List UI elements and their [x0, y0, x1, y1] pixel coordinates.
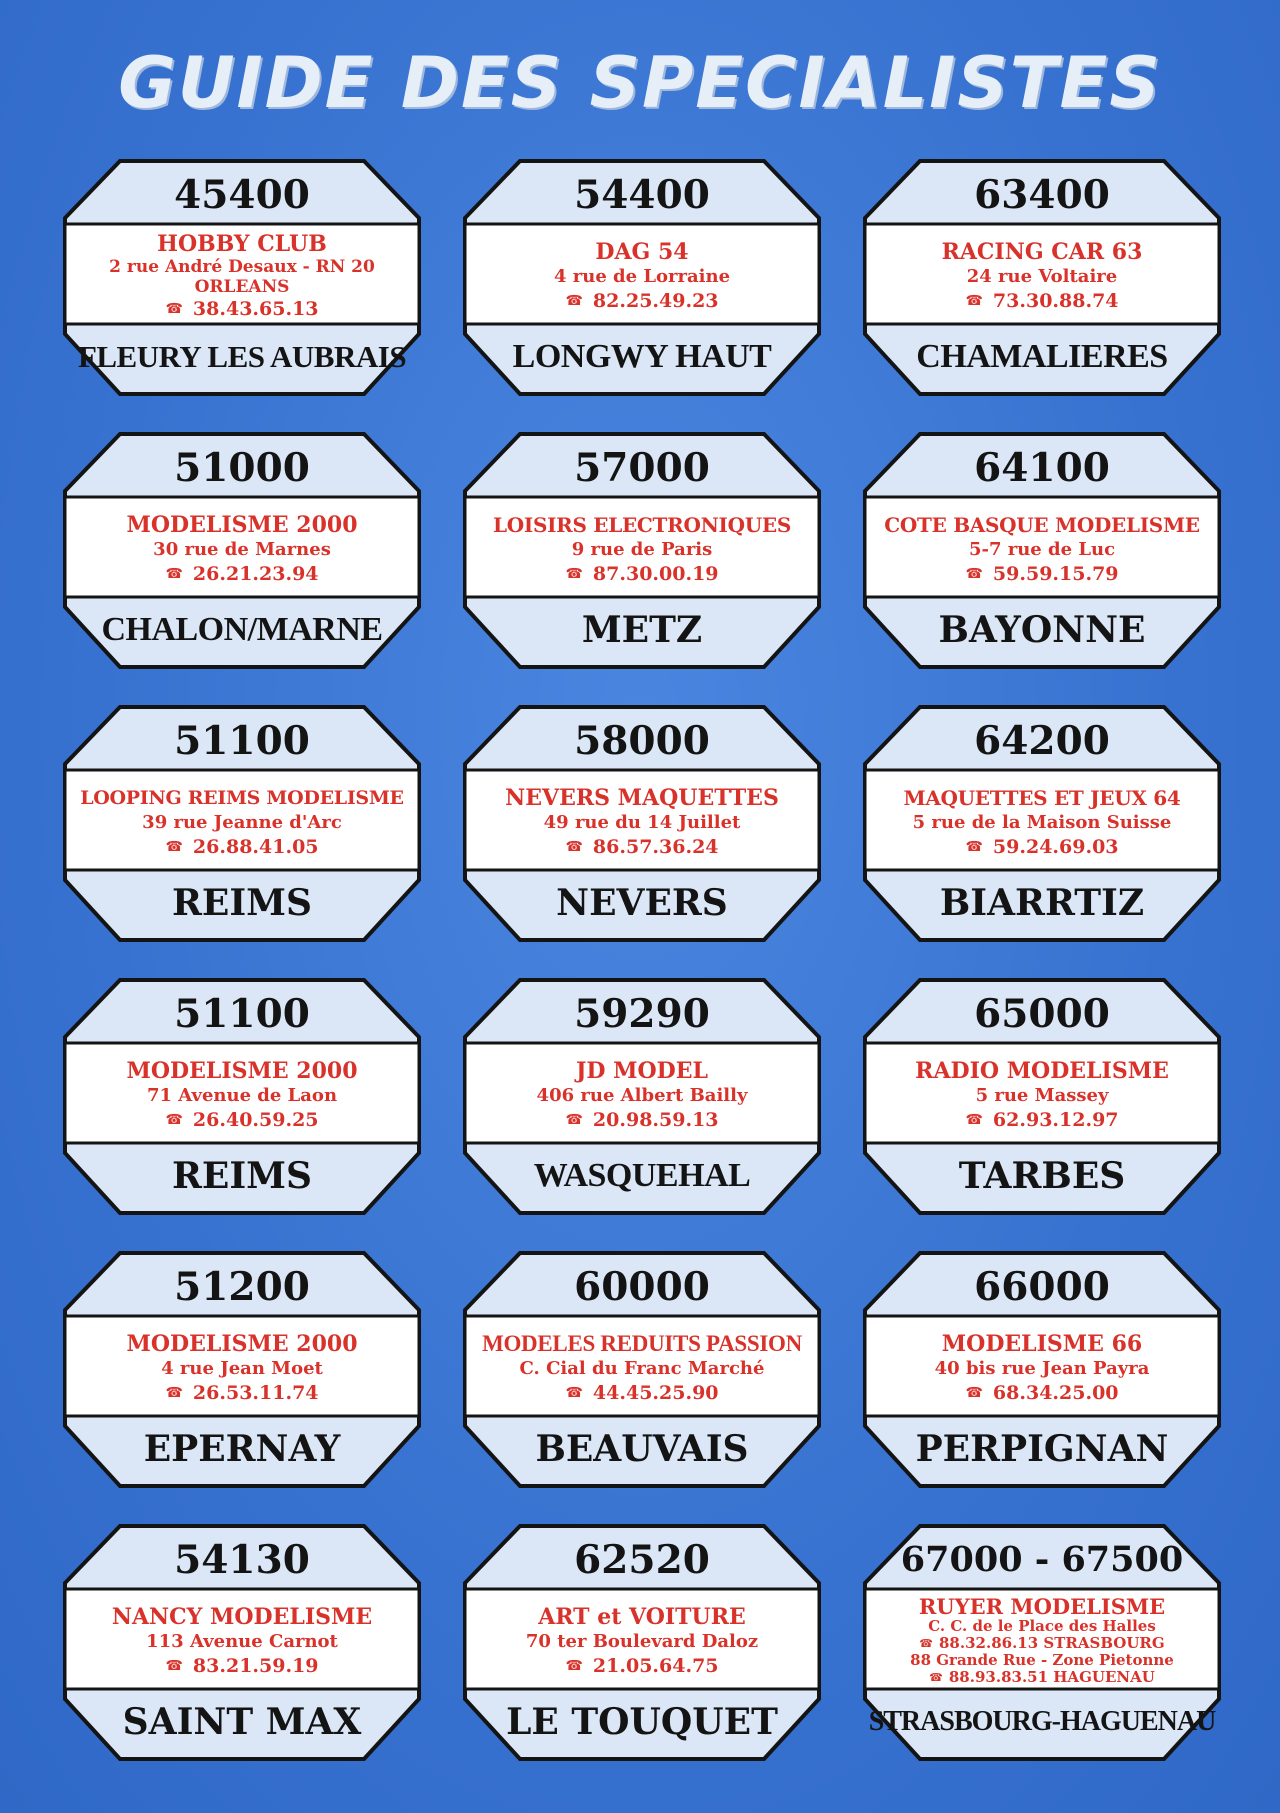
telephone-icon: ☎ — [565, 293, 583, 309]
postcode: 45400 — [174, 172, 310, 218]
dealer-card — [862, 1250, 1222, 1490]
shop-name: LOOPING REIMS MODELISME — [80, 787, 404, 809]
telephone-icon: ☎ — [165, 301, 183, 317]
phone-line — [929, 1669, 1155, 1686]
shop-address: 40 bis rue Jean Payra — [934, 1358, 1150, 1379]
shop-address: 49 rue du 14 Juillet — [543, 812, 741, 833]
dealer-card — [462, 977, 822, 1217]
phone-line — [965, 835, 1118, 859]
telephone-icon: ☎ — [165, 839, 183, 855]
postcode: 64200 — [974, 718, 1110, 764]
phone-number: 44.45.25.90 — [592, 1382, 719, 1404]
shop-name: RUYER MODELISME — [918, 1594, 1166, 1619]
shop-address: 5 rue Massey — [975, 1085, 1109, 1106]
shop-info — [64, 774, 420, 870]
city-name: CHALON/MARNE — [101, 611, 383, 648]
phone-number: 68.34.25.00 — [992, 1382, 1119, 1404]
city-name: METZ — [581, 609, 703, 651]
phone-number: 26.53.11.74 — [192, 1382, 319, 1404]
postcode: 51100 — [174, 718, 310, 764]
phone-number: 20.98.59.13 — [592, 1109, 719, 1131]
telephone-icon: ☎ — [919, 1637, 933, 1650]
telephone-icon: ☎ — [165, 1112, 183, 1128]
shop-address: 406 rue Albert Bailly — [536, 1085, 748, 1106]
postcode: 59290 — [574, 991, 710, 1037]
telephone-icon: ☎ — [965, 1385, 983, 1401]
phone-line — [565, 289, 718, 313]
phone-number: 88.93.83.51 HAGUENAU — [948, 1668, 1155, 1686]
shop-info — [464, 1593, 820, 1689]
phone-line — [165, 297, 318, 321]
shop-name: RACING CAR 63 — [941, 239, 1143, 265]
shop-info — [864, 1593, 1220, 1689]
shop-info — [464, 228, 820, 324]
shop-address: C. C. de le Place des Halles — [928, 1617, 1156, 1635]
shop-info — [464, 1320, 820, 1416]
dealer-card — [62, 977, 422, 1217]
phone-number: 82.25.49.23 — [592, 290, 719, 312]
phone-number: 26.88.41.05 — [192, 836, 319, 858]
shop-info — [864, 228, 1220, 324]
postcode: 51200 — [174, 1264, 310, 1310]
phone-number: 87.30.00.19 — [592, 563, 719, 585]
phone-line — [965, 289, 1118, 313]
shop-name: MAQUETTES ET JEUX 64 — [903, 786, 1181, 810]
city-name: NEVERS — [556, 882, 728, 924]
shop-address: 24 rue Voltaire — [966, 266, 1118, 287]
postcode: 63400 — [974, 172, 1110, 218]
postcode: 57000 — [574, 445, 710, 491]
shop-address: 2 rue André Desaux - RN 20 — [109, 257, 375, 277]
phone-number: 21.05.64.75 — [592, 1655, 719, 1677]
dealer-card — [862, 1523, 1222, 1763]
dealer-card — [862, 977, 1222, 1217]
dealer-card — [862, 704, 1222, 944]
city-name: PERPIGNAN — [915, 1428, 1169, 1470]
shop-info — [64, 1320, 420, 1416]
dealer-card — [862, 431, 1222, 671]
dealer-card — [62, 158, 422, 398]
telephone-icon: ☎ — [965, 1112, 983, 1128]
phone-number: 83.21.59.19 — [192, 1655, 319, 1677]
shop-address: ORLEANS — [194, 277, 290, 297]
dealer-card — [62, 1523, 422, 1763]
telephone-icon: ☎ — [965, 293, 983, 309]
phone-number: 38.43.65.13 — [192, 298, 319, 320]
page-title: GUIDE DES SPECIALISTES — [118, 42, 1162, 124]
phone-line — [565, 1381, 718, 1405]
shop-address: 71 Avenue de Laon — [146, 1085, 338, 1106]
dealer-card — [62, 431, 422, 671]
city-name: TARBES — [958, 1155, 1126, 1197]
postcode: 60000 — [574, 1264, 710, 1310]
telephone-icon: ☎ — [165, 1658, 183, 1674]
phone-number: 26.40.59.25 — [192, 1109, 319, 1131]
shop-info — [64, 228, 420, 324]
postcode: 65000 — [974, 991, 1110, 1037]
phone-line — [165, 562, 318, 586]
phone-line — [919, 1635, 1164, 1652]
shop-name: RADIO MODELISME — [915, 1058, 1169, 1084]
dealer-card — [462, 1250, 822, 1490]
phone-number: 88.32.86.13 STRASBOURG — [939, 1634, 1165, 1652]
city-name: REIMS — [171, 882, 313, 924]
dealer-card — [862, 158, 1222, 398]
dealer-card — [62, 1250, 422, 1490]
telephone-icon: ☎ — [565, 1658, 583, 1674]
telephone-icon: ☎ — [965, 839, 983, 855]
shop-name: HOBBY CLUB — [157, 231, 327, 257]
shop-address: 70 ter Boulevard Daloz — [525, 1631, 759, 1652]
telephone-icon: ☎ — [565, 1385, 583, 1401]
dealer-card — [462, 1523, 822, 1763]
telephone-icon: ☎ — [565, 566, 583, 582]
shop-info — [864, 1320, 1220, 1416]
shop-name: MODELISME 2000 — [126, 1331, 358, 1357]
postcode: 67000 - 67500 — [900, 1539, 1184, 1580]
dealer-card — [462, 431, 822, 671]
dealer-grid — [62, 158, 1222, 1763]
shop-name: LOISIRS ELECTRONIQUES — [493, 513, 791, 537]
phone-line — [165, 835, 318, 859]
city-name: EPERNAY — [143, 1428, 341, 1470]
phone-line — [965, 1108, 1118, 1132]
postcode: 54400 — [574, 172, 710, 218]
dealer-card — [462, 158, 822, 398]
shop-info — [64, 1047, 420, 1143]
telephone-icon: ☎ — [565, 1112, 583, 1128]
phone-line — [565, 1654, 718, 1678]
shop-info — [464, 774, 820, 870]
shop-address: 88 Grande Rue - Zone Pietonne — [910, 1651, 1174, 1669]
phone-number: 86.57.36.24 — [592, 836, 719, 858]
city-name: REIMS — [171, 1155, 313, 1197]
dealer-card — [62, 704, 422, 944]
phone-line — [565, 562, 718, 586]
postcode: 54130 — [174, 1537, 310, 1583]
shop-address: C. Cial du Franc Marché — [519, 1358, 765, 1379]
city-name: BAYONNE — [938, 609, 1146, 651]
telephone-icon: ☎ — [929, 1671, 943, 1684]
shop-name: ART et VOITURE — [538, 1604, 746, 1630]
dealer-card — [462, 704, 822, 944]
shop-info — [464, 501, 820, 597]
shop-address: 9 rue de Paris — [571, 539, 713, 560]
postcode: 51100 — [174, 991, 310, 1037]
phone-line — [165, 1108, 318, 1132]
phone-line — [565, 835, 718, 859]
phone-number: 62.93.12.97 — [992, 1109, 1119, 1131]
shop-address: 30 rue de Marnes — [153, 539, 331, 560]
phone-line — [165, 1654, 318, 1678]
shop-name: DAG 54 — [595, 239, 689, 265]
phone-number: 59.59.15.79 — [992, 563, 1119, 585]
shop-name: MODELISME 2000 — [126, 1058, 358, 1084]
shop-address: 113 Avenue Carnot — [146, 1631, 338, 1652]
shop-name: NANCY MODELISME — [111, 1604, 373, 1630]
phone-line — [565, 1108, 718, 1132]
phone-line — [165, 1381, 318, 1405]
shop-info — [64, 1593, 420, 1689]
telephone-icon: ☎ — [965, 566, 983, 582]
city-name: BIARRTIZ — [939, 882, 1145, 924]
telephone-icon: ☎ — [165, 566, 183, 582]
phone-number: 59.24.69.03 — [992, 836, 1119, 858]
shop-name: JD MODEL — [576, 1058, 708, 1084]
shop-info — [864, 774, 1220, 870]
shop-address: 4 rue Jean Moet — [161, 1358, 323, 1379]
city-name: SAINT MAX — [122, 1701, 362, 1743]
phone-line — [965, 562, 1118, 586]
phone-number: 73.30.88.74 — [992, 290, 1119, 312]
shop-info — [464, 1047, 820, 1143]
city-name: BEAUVAIS — [535, 1428, 749, 1470]
city-name: CHAMALIERES — [916, 338, 1168, 375]
shop-address: 39 rue Jeanne d'Arc — [142, 812, 342, 833]
shop-address: 5-7 rue de Luc — [968, 539, 1116, 560]
phone-line — [965, 1381, 1118, 1405]
telephone-icon: ☎ — [565, 839, 583, 855]
postcode: 58000 — [574, 718, 710, 764]
shop-name: NEVERS MAQUETTES — [505, 785, 779, 811]
city-name: LE TOUQUET — [506, 1701, 778, 1743]
shop-name: MODELES REDUITS PASSION — [482, 1331, 802, 1356]
shop-address: 5 rue de la Maison Suisse — [912, 812, 1172, 833]
city-name: LONGWY HAUT — [512, 338, 772, 375]
shop-address: 4 rue de Lorraine — [553, 266, 731, 287]
city-name: STRASBOURG-HAGUENAU — [868, 1706, 1216, 1737]
postcode: 66000 — [974, 1264, 1110, 1310]
postcode: 62520 — [574, 1537, 710, 1583]
shop-name: MODELISME 66 — [941, 1331, 1143, 1357]
shop-info — [864, 1047, 1220, 1143]
shop-name: MODELISME 2000 — [126, 512, 358, 538]
telephone-icon: ☎ — [165, 1385, 183, 1401]
phone-number: 26.21.23.94 — [192, 563, 319, 585]
shop-info — [64, 501, 420, 597]
shop-info — [864, 501, 1220, 597]
city-name: WASQUEHAL — [533, 1157, 751, 1194]
postcode: 64100 — [974, 445, 1110, 491]
shop-name: COTE BASQUE MODELISME — [884, 513, 1200, 537]
city-name: FLEURY LES AUBRAIS — [77, 339, 407, 374]
postcode: 51000 — [174, 445, 310, 491]
